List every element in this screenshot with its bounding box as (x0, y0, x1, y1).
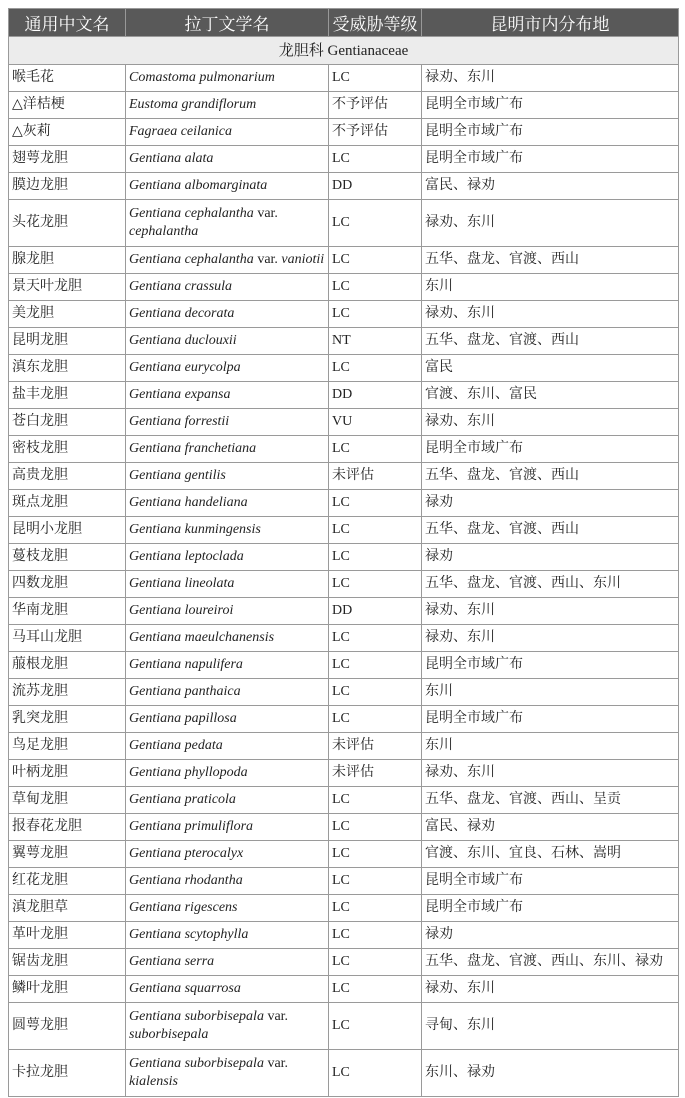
table-row (9, 652, 679, 679)
chinese-name-cell: 盐丰龙胆 (9, 382, 126, 409)
threat-level-cell: LC (329, 814, 422, 841)
latin-name-part: Gentiana expansa (129, 387, 231, 402)
table-row (9, 463, 679, 490)
table-row (9, 1003, 679, 1050)
latin-name-part: kialensis (129, 1074, 178, 1089)
threat-level-cell: 未评估 (329, 463, 422, 490)
latin-name-part: Gentiana suborbisepala (129, 1056, 264, 1071)
distribution-cell: 禄劝、东川 (422, 976, 679, 1003)
threat-level-cell: LC (329, 436, 422, 463)
distribution-cell: 禄劝、东川 (422, 409, 679, 436)
latin-name-cell (126, 976, 329, 1003)
threat-level-cell: LC (329, 706, 422, 733)
latin-name-part: Gentiana praticola (129, 792, 236, 807)
distribution-cell: 禄劝、东川 (422, 598, 679, 625)
threat-level-cell: 不予评估 (329, 92, 422, 119)
chinese-name-cell: 草甸龙胆 (9, 787, 126, 814)
family-row (9, 37, 679, 65)
family-name: 龙胆科 Gentianaceae (9, 37, 679, 65)
distribution-cell: 五华、盘龙、官渡、西山 (422, 247, 679, 274)
latin-name-cell (126, 544, 329, 571)
latin-name-cell (126, 490, 329, 517)
chinese-name-cell: 腺龙胆 (9, 247, 126, 274)
chinese-name-cell: 华南龙胆 (9, 598, 126, 625)
chinese-name-cell: 叶柄龙胆 (9, 760, 126, 787)
chinese-name-cell: 四数龙胆 (9, 571, 126, 598)
latin-name-cell (126, 1003, 329, 1050)
threat-level-cell: LC (329, 517, 422, 544)
threat-level-cell: LC (329, 301, 422, 328)
chinese-name-cell: 高贵龙胆 (9, 463, 126, 490)
latin-name-part: Gentiana duclouxii (129, 333, 237, 348)
distribution-cell: 富民、禄劝 (422, 814, 679, 841)
distribution-cell: 昆明全市域广布 (422, 706, 679, 733)
distribution-cell: 五华、盘龙、官渡、西山、呈贡 (422, 787, 679, 814)
chinese-name-cell: 滇东龙胆 (9, 355, 126, 382)
latin-name-part: Gentiana lineolata (129, 576, 235, 591)
table-row (9, 544, 679, 571)
distribution-cell: 昆明全市域广布 (422, 92, 679, 119)
threat-level-cell: LC (329, 544, 422, 571)
latin-name-cell (126, 679, 329, 706)
table-row (9, 436, 679, 463)
table-row (9, 355, 679, 382)
chinese-name-cell: 圆萼龙胆 (9, 1003, 126, 1050)
latin-name-cell (126, 301, 329, 328)
chinese-name-cell: 翼萼龙胆 (9, 841, 126, 868)
chinese-name-cell: 膜边龙胆 (9, 173, 126, 200)
threat-level-cell: LC (329, 65, 422, 92)
distribution-cell: 禄劝、东川 (422, 301, 679, 328)
chinese-name-cell: △灰莉 (9, 119, 126, 146)
latin-name-part: Gentiana panthaica (129, 684, 241, 699)
header-chinese-name: 通用中文名 (9, 9, 126, 37)
chinese-name-cell: 乳突龙胆 (9, 706, 126, 733)
threat-level-cell: LC (329, 146, 422, 173)
table-row (9, 976, 679, 1003)
latin-name-cell (126, 409, 329, 436)
table-row (9, 247, 679, 274)
chinese-name-cell: 菔根龙胆 (9, 652, 126, 679)
table-row (9, 868, 679, 895)
latin-name-part: Gentiana papillosa (129, 711, 237, 726)
chinese-name-cell: 滇龙胆草 (9, 895, 126, 922)
chinese-name-cell: 昆明小龙胆 (9, 517, 126, 544)
latin-name-cell (126, 119, 329, 146)
distribution-cell: 昆明全市域广布 (422, 868, 679, 895)
chinese-name-cell: 锯齿龙胆 (9, 949, 126, 976)
latin-name-part: Gentiana primuliflora (129, 819, 254, 834)
table-row (9, 146, 679, 173)
threat-level-cell: LC (329, 652, 422, 679)
threat-level-cell: LC (329, 247, 422, 274)
threat-level-cell: LC (329, 490, 422, 517)
distribution-cell: 禄劝、东川 (422, 760, 679, 787)
table-row (9, 490, 679, 517)
table-row (9, 200, 679, 247)
latin-name-part: Gentiana cephalantha (129, 206, 254, 221)
table-row (9, 679, 679, 706)
header-threat-level: 受威胁等级 (329, 9, 422, 37)
latin-name-part: Gentiana pterocalyx (129, 846, 244, 861)
latin-name-cell (126, 625, 329, 652)
distribution-cell: 禄劝、东川 (422, 65, 679, 92)
latin-name-cell (126, 355, 329, 382)
threat-level-cell: 不予评估 (329, 119, 422, 146)
header-row (9, 9, 679, 37)
distribution-cell: 东川、禄劝 (422, 1050, 679, 1097)
distribution-cell: 东川 (422, 679, 679, 706)
threat-level-cell: LC (329, 841, 422, 868)
distribution-cell: 寻甸、东川 (422, 1003, 679, 1050)
latin-name-cell (126, 868, 329, 895)
table-row (9, 841, 679, 868)
threat-level-cell: LC (329, 679, 422, 706)
chinese-name-cell: 密枝龙胆 (9, 436, 126, 463)
threat-level-cell: DD (329, 598, 422, 625)
latin-name-part: Gentiana franchetiana (129, 441, 257, 456)
latin-name-cell (126, 247, 329, 274)
table-row (9, 119, 679, 146)
threat-level-cell: LC (329, 200, 422, 247)
table-row (9, 517, 679, 544)
table-row (9, 571, 679, 598)
latin-name-cell (126, 173, 329, 200)
species-table (8, 8, 679, 1097)
latin-name-part: Gentiana phyllopoda (129, 765, 248, 780)
table-row (9, 760, 679, 787)
latin-name-cell (126, 517, 329, 544)
chinese-name-cell: 马耳山龙胆 (9, 625, 126, 652)
distribution-cell: 五华、盘龙、官渡、西山 (422, 328, 679, 355)
table-row (9, 895, 679, 922)
chinese-name-cell: 苍白龙胆 (9, 409, 126, 436)
threat-level-cell: LC (329, 625, 422, 652)
distribution-cell: 昆明全市域广布 (422, 895, 679, 922)
threat-level-cell: NT (329, 328, 422, 355)
threat-level-cell: VU (329, 409, 422, 436)
chinese-name-cell: 蔓枝龙胆 (9, 544, 126, 571)
latin-name-cell (126, 463, 329, 490)
distribution-cell: 官渡、东川、富民 (422, 382, 679, 409)
latin-name-part: Gentiana rhodantha (129, 873, 243, 888)
latin-name-part: Gentiana gentilis (129, 468, 226, 483)
threat-level-cell: LC (329, 355, 422, 382)
latin-name-cell (126, 328, 329, 355)
latin-name-part: Gentiana rigescens (129, 900, 238, 915)
distribution-cell: 东川 (422, 733, 679, 760)
distribution-cell: 五华、盘龙、官渡、西山、东川、禄劝 (422, 949, 679, 976)
distribution-cell: 富民、禄劝 (422, 173, 679, 200)
distribution-cell: 官渡、东川、宜良、石林、嵩明 (422, 841, 679, 868)
table-row (9, 733, 679, 760)
latin-name-cell (126, 733, 329, 760)
chinese-name-cell: 喉毛花 (9, 65, 126, 92)
threat-level-cell: LC (329, 895, 422, 922)
latin-name-part: Eustoma grandiflorum (129, 97, 257, 112)
latin-name-part: Gentiana serra (129, 954, 215, 969)
latin-name-cell (126, 598, 329, 625)
header-latin-name: 拉丁文学名 (126, 9, 329, 37)
table-row (9, 301, 679, 328)
threat-level-cell: LC (329, 868, 422, 895)
latin-name-cell (126, 571, 329, 598)
chinese-name-cell: 流苏龙胆 (9, 679, 126, 706)
latin-name-part: Gentiana leptoclada (129, 549, 244, 564)
chinese-name-cell: 鳞叶龙胆 (9, 976, 126, 1003)
latin-name-part: Gentiana suborbisepala (129, 1009, 264, 1024)
latin-name-part: cephalantha (129, 224, 199, 239)
chinese-name-cell: 卡拉龙胆 (9, 1050, 126, 1097)
latin-name-part: Gentiana forrestii (129, 414, 230, 429)
latin-name-cell (126, 200, 329, 247)
latin-name-part: Comastoma pulmonarium (129, 70, 275, 85)
threat-level-cell: LC (329, 1050, 422, 1097)
distribution-cell: 昆明全市域广布 (422, 119, 679, 146)
rank-marker: var. (263, 1009, 289, 1024)
threat-level-cell: LC (329, 949, 422, 976)
threat-level-cell: LC (329, 976, 422, 1003)
threat-level-cell: LC (329, 571, 422, 598)
latin-name-part: suborbisepala (129, 1027, 209, 1042)
latin-name-cell (126, 787, 329, 814)
header-distribution: 昆明市内分布地 (422, 9, 679, 37)
latin-name-part: Gentiana kunmingensis (129, 522, 261, 537)
chinese-name-cell: 报春花龙胆 (9, 814, 126, 841)
table-row (9, 173, 679, 200)
table-row (9, 814, 679, 841)
distribution-cell: 禄劝、东川 (422, 625, 679, 652)
chinese-name-cell: 红花龙胆 (9, 868, 126, 895)
chinese-name-cell: 鸟足龙胆 (9, 733, 126, 760)
latin-name-cell (126, 436, 329, 463)
latin-name-part: Gentiana loureiroi (129, 603, 234, 618)
chinese-name-cell: 翅萼龙胆 (9, 146, 126, 173)
distribution-cell: 昆明全市域广布 (422, 436, 679, 463)
chinese-name-cell: 革叶龙胆 (9, 922, 126, 949)
chinese-name-cell: 斑点龙胆 (9, 490, 126, 517)
latin-name-cell (126, 92, 329, 119)
table-row (9, 65, 679, 92)
distribution-cell: 五华、盘龙、官渡、西山 (422, 463, 679, 490)
latin-name-part: Gentiana handeliana (129, 495, 248, 510)
latin-name-part: Gentiana crassula (129, 279, 233, 294)
latin-name-part: Fagraea ceilanica (129, 124, 233, 139)
table-row (9, 922, 679, 949)
table-row (9, 787, 679, 814)
distribution-cell: 五华、盘龙、官渡、西山 (422, 517, 679, 544)
latin-name-part: vaniotii (281, 252, 325, 267)
table-row (9, 274, 679, 301)
latin-name-part: Gentiana albomarginata (129, 178, 268, 193)
chinese-name-cell: 美龙胆 (9, 301, 126, 328)
distribution-cell: 昆明全市域广布 (422, 652, 679, 679)
table-row (9, 706, 679, 733)
distribution-cell: 昆明全市域广布 (422, 146, 679, 173)
threat-level-cell: 未评估 (329, 733, 422, 760)
latin-name-part: Gentiana squarrosa (129, 981, 241, 996)
distribution-cell: 禄劝 (422, 544, 679, 571)
distribution-cell: 富民 (422, 355, 679, 382)
table-row (9, 92, 679, 119)
threat-level-cell: 未评估 (329, 760, 422, 787)
latin-name-cell (126, 1050, 329, 1097)
latin-name-cell (126, 814, 329, 841)
latin-name-part: Gentiana napulifera (129, 657, 243, 672)
rank-marker: var. (253, 206, 278, 221)
table-row (9, 382, 679, 409)
latin-name-cell (126, 949, 329, 976)
latin-name-cell (126, 760, 329, 787)
distribution-cell: 禄劝 (422, 490, 679, 517)
latin-name-part: Gentiana pedata (129, 738, 223, 753)
latin-name-part: Gentiana alata (129, 151, 214, 166)
latin-name-cell (126, 841, 329, 868)
latin-name-cell (126, 895, 329, 922)
distribution-cell: 东川 (422, 274, 679, 301)
latin-name-part: Gentiana decorata (129, 306, 235, 321)
latin-name-part: Gentiana cephalantha (129, 252, 254, 267)
threat-level-cell: DD (329, 173, 422, 200)
latin-name-cell (126, 146, 329, 173)
distribution-cell: 禄劝、东川 (422, 200, 679, 247)
rank-marker: var. (263, 1056, 289, 1071)
chinese-name-cell: 景天叶龙胆 (9, 274, 126, 301)
latin-name-cell (126, 274, 329, 301)
latin-name-cell (126, 65, 329, 92)
chinese-name-cell: 昆明龙胆 (9, 328, 126, 355)
threat-level-cell: DD (329, 382, 422, 409)
distribution-cell: 五华、盘龙、官渡、西山、东川 (422, 571, 679, 598)
chinese-name-cell: △洋桔梗 (9, 92, 126, 119)
latin-name-cell (126, 922, 329, 949)
table-row (9, 949, 679, 976)
latin-name-cell (126, 652, 329, 679)
table-row (9, 328, 679, 355)
latin-name-part: Gentiana eurycolpa (129, 360, 241, 375)
threat-level-cell: LC (329, 1003, 422, 1050)
threat-level-cell: LC (329, 787, 422, 814)
rank-marker: var. (253, 252, 282, 267)
threat-level-cell: LC (329, 274, 422, 301)
latin-name-cell (126, 382, 329, 409)
latin-name-part: Gentiana scytophylla (129, 927, 249, 942)
table-row (9, 409, 679, 436)
latin-name-cell (126, 706, 329, 733)
table-row (9, 598, 679, 625)
table-row (9, 1050, 679, 1097)
table-row (9, 625, 679, 652)
chinese-name-cell: 头花龙胆 (9, 200, 126, 247)
latin-name-part: Gentiana maeulchanensis (129, 630, 275, 645)
threat-level-cell: LC (329, 922, 422, 949)
distribution-cell: 禄劝 (422, 922, 679, 949)
